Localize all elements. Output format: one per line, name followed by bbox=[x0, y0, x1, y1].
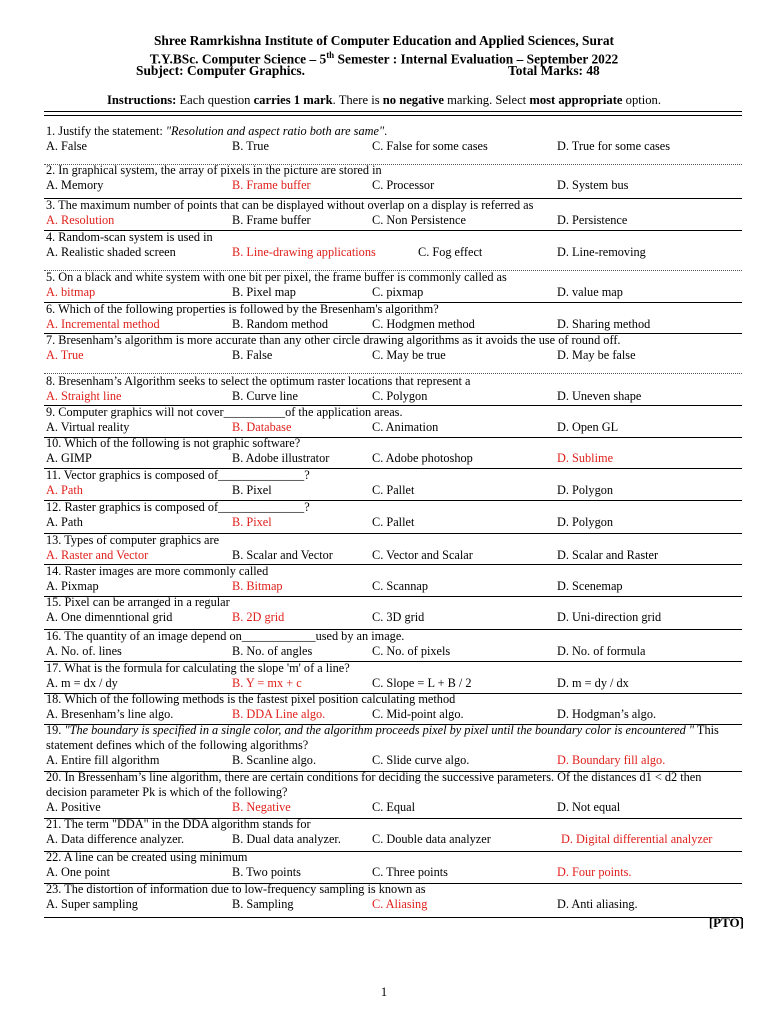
question-text: 13. Types of computer graphics are bbox=[46, 533, 220, 547]
option-b[interactable]: B. Pixel bbox=[232, 483, 272, 497]
option-c[interactable]: C. Mid-point algo. bbox=[372, 707, 464, 721]
option-b[interactable]: B. Scanline algo. bbox=[232, 753, 317, 767]
question-23 bbox=[46, 882, 742, 912]
question-divider bbox=[44, 818, 742, 819]
option-b[interactable]: B. Pixel bbox=[232, 515, 272, 529]
question-6 bbox=[46, 302, 742, 332]
option-a[interactable]: A. Memory bbox=[46, 178, 104, 192]
option-b[interactable]: B. DDA Line algo. bbox=[232, 707, 326, 721]
option-a[interactable]: A. Straight line bbox=[46, 389, 122, 403]
question-divider bbox=[44, 405, 742, 406]
option-d[interactable]: D. Uneven shape bbox=[557, 389, 642, 403]
options-row bbox=[46, 317, 742, 332]
options-row bbox=[46, 644, 742, 659]
option-d[interactable]: D. Hodgman’s algo. bbox=[557, 707, 657, 721]
total-marks: Total Marks: 48 bbox=[508, 63, 600, 78]
option-d[interactable]: D. Line-removing bbox=[557, 245, 646, 259]
question-7 bbox=[46, 333, 742, 363]
options-row bbox=[46, 245, 742, 260]
question-text bbox=[46, 723, 740, 753]
options-row bbox=[46, 865, 742, 880]
question-divider bbox=[44, 851, 742, 852]
question-18 bbox=[46, 692, 742, 722]
option-a[interactable]: A. No. of. lines bbox=[46, 644, 122, 658]
option-c[interactable]: C. False for some cases bbox=[372, 139, 488, 153]
question-quote: "The boundary is specified in a single color, and the algorithm proceeds pixel by pixel until the boundary color is encountered " bbox=[64, 723, 695, 737]
question-text-part: 1. Justify the statement: bbox=[46, 124, 166, 138]
option-b[interactable]: B. Line-drawing applications bbox=[232, 245, 376, 259]
option-d[interactable]: D. No. of formula bbox=[557, 644, 646, 658]
question-text: 5. On a black and white system with one bit per pixel, the frame buffer is commonly called as bbox=[46, 270, 507, 284]
option-c[interactable]: C. Aliasing bbox=[372, 897, 428, 911]
option-c[interactable]: C. Vector and Scalar bbox=[372, 548, 473, 562]
question-text: 14. Raster images are more commonly called bbox=[46, 564, 269, 578]
options-row bbox=[46, 515, 742, 530]
question-text: 17. What is the formula for calculating the slope 'm' of a line? bbox=[46, 661, 350, 675]
option-b[interactable]: B. Frame buffer bbox=[232, 213, 311, 227]
page-number: 1 bbox=[380, 985, 388, 999]
question-16 bbox=[46, 629, 742, 659]
option-c[interactable]: C. Pallet bbox=[372, 483, 415, 497]
question-text: 8. Bresenham’s Algorithm seeks to select the optimum raster locations that represent a bbox=[46, 374, 471, 388]
option-a[interactable]: A. Realistic shaded screen bbox=[46, 245, 176, 259]
question-divider bbox=[44, 661, 742, 662]
course-sup: th bbox=[326, 50, 335, 60]
option-c[interactable]: C. Polygon bbox=[372, 389, 428, 403]
option-a[interactable]: A. GIMP bbox=[46, 451, 92, 465]
question-divider bbox=[44, 437, 742, 438]
option-b[interactable]: B. Dual data analyzer. bbox=[232, 832, 341, 846]
option-b[interactable]: B. Sampling bbox=[232, 897, 294, 911]
options-row bbox=[46, 610, 742, 625]
question-divider bbox=[44, 883, 742, 884]
question-15 bbox=[46, 595, 742, 625]
question-12 bbox=[46, 500, 742, 530]
option-c[interactable]: C. Equal bbox=[372, 800, 416, 814]
options-row bbox=[46, 548, 742, 563]
question-20 bbox=[46, 770, 742, 815]
options-row bbox=[46, 897, 742, 912]
option-c[interactable]: C. Non Persistence bbox=[372, 213, 466, 227]
option-d[interactable]: D. Scalar and Raster bbox=[557, 548, 659, 562]
option-a[interactable]: A. Entire fill algorithm bbox=[46, 753, 160, 767]
option-d[interactable]: D. Four points. bbox=[557, 865, 632, 879]
options-row bbox=[46, 707, 742, 722]
option-b[interactable]: B. Negative bbox=[232, 800, 291, 814]
question-text: 6. Which of the following properties is followed by the Bresenham's algorithm? bbox=[46, 302, 439, 316]
option-c[interactable]: C. Three points bbox=[372, 865, 448, 879]
question-19 bbox=[46, 723, 742, 768]
options-row bbox=[46, 832, 742, 847]
question-text: 11. Vector graphics is composed of______________? bbox=[46, 468, 310, 482]
question-13 bbox=[46, 533, 742, 563]
option-d[interactable]: D. Scenemap bbox=[557, 579, 623, 593]
question-10 bbox=[46, 436, 742, 466]
option-c[interactable]: C. Double data analyzer bbox=[372, 832, 491, 846]
instructions-text-1: Each question bbox=[176, 93, 254, 107]
options-row bbox=[46, 139, 742, 154]
course-prefix: T.Y.BSc. Computer Science – 5 bbox=[149, 51, 327, 67]
question-divider bbox=[44, 230, 742, 231]
instructions-text-2: . There is bbox=[332, 93, 383, 107]
question-divider bbox=[44, 164, 742, 165]
question-5 bbox=[46, 270, 742, 300]
options-row bbox=[46, 348, 742, 363]
option-d[interactable]: D. May be false bbox=[557, 348, 636, 362]
option-d[interactable]: D. Anti aliasing. bbox=[557, 897, 638, 911]
option-b[interactable]: B. Frame buffer bbox=[232, 178, 311, 192]
question-divider bbox=[44, 629, 742, 630]
option-c[interactable]: C. Pallet bbox=[372, 515, 415, 529]
question-21 bbox=[46, 817, 742, 847]
options-row bbox=[46, 676, 742, 691]
option-d[interactable]: D. Not equal bbox=[557, 800, 621, 814]
instructions-label: Instructions: bbox=[107, 93, 177, 107]
option-a[interactable]: A. Virtual reality bbox=[46, 420, 130, 434]
question-3 bbox=[46, 198, 742, 228]
option-a[interactable]: A. Pixmap bbox=[46, 579, 99, 593]
question-4 bbox=[46, 230, 742, 260]
options-row bbox=[46, 451, 742, 466]
option-a[interactable]: A. One dimenntional grid bbox=[46, 610, 173, 624]
instructions bbox=[0, 93, 768, 108]
options-row bbox=[46, 800, 742, 815]
option-a[interactable]: A. Path bbox=[46, 515, 83, 529]
question-2 bbox=[46, 163, 742, 193]
question-9 bbox=[46, 405, 742, 435]
option-c[interactable]: C. Hodgmen method bbox=[372, 317, 475, 331]
question-divider bbox=[44, 724, 742, 725]
option-a[interactable]: A. Incremental method bbox=[46, 317, 160, 331]
question-text: 3. The maximum number of points that can be displayed without overlap on a display is referred as bbox=[46, 198, 534, 212]
option-d[interactable]: D. value map bbox=[557, 285, 623, 299]
option-a[interactable]: A. Positive bbox=[46, 800, 101, 814]
question-divider bbox=[44, 917, 742, 918]
question-divider bbox=[44, 198, 742, 199]
question-text: 16. The quantity of an image depend on____________used by an image. bbox=[46, 629, 405, 643]
option-c[interactable]: C. No. of pixels bbox=[372, 644, 451, 658]
question-text: 4. Random-scan system is used in bbox=[46, 230, 213, 244]
options-row bbox=[46, 753, 742, 768]
option-c[interactable]: C. Fog effect bbox=[418, 245, 483, 259]
option-d[interactable]: D. Sharing method bbox=[557, 317, 651, 331]
option-b[interactable]: B. Bitmap bbox=[232, 579, 283, 593]
option-b[interactable]: B. Adobe illustrator bbox=[232, 451, 330, 465]
question-divider bbox=[44, 771, 742, 772]
question-divider bbox=[44, 373, 742, 374]
option-c[interactable]: C. pixmap bbox=[372, 285, 424, 299]
question-14 bbox=[46, 564, 742, 594]
question-divider bbox=[44, 693, 742, 694]
question-divider bbox=[44, 468, 742, 469]
option-b[interactable]: B. Random method bbox=[232, 317, 328, 331]
question-text: 10. Which of the following is not graphic software? bbox=[46, 436, 301, 450]
question-divider bbox=[44, 564, 742, 565]
option-b[interactable]: B. False bbox=[232, 348, 273, 362]
option-b[interactable]: B. Y = mx + c bbox=[232, 676, 302, 690]
question-text: 9. Computer graphics will not cover__________of the application areas. bbox=[46, 405, 403, 419]
options-row bbox=[46, 285, 742, 300]
option-c[interactable]: C. Adobe photoshop bbox=[372, 451, 473, 465]
option-a[interactable]: A. Resolution bbox=[46, 213, 115, 227]
option-d[interactable]: D. Open GL bbox=[557, 420, 619, 434]
instructions-bold-3: most appropriate bbox=[529, 93, 623, 107]
question-text: 20. In Bressenham’s line algorithm, there are certain conditions for deciding the successive parameters. Of the distances d1 < d2 then decision parameter Pk is which of the following? bbox=[46, 770, 702, 799]
option-b[interactable]: B. No. of angles bbox=[232, 644, 313, 658]
question-text: 22. A line can be created using minimum bbox=[46, 850, 248, 864]
question-8 bbox=[46, 374, 742, 404]
option-d[interactable]: D. System bus bbox=[557, 178, 629, 192]
option-b[interactable]: B. 2D grid bbox=[232, 610, 285, 624]
question-text: 12. Raster graphics is composed of______________? bbox=[46, 500, 310, 514]
option-b[interactable]: B. Pixel map bbox=[232, 285, 296, 299]
options-row bbox=[46, 178, 742, 193]
options-row bbox=[46, 420, 742, 435]
option-a[interactable]: A. m = dx / dy bbox=[46, 676, 118, 690]
option-c[interactable]: C. Animation bbox=[372, 420, 439, 434]
question-text bbox=[46, 124, 742, 139]
question-text: 15. Pixel can be arranged in a regular bbox=[46, 595, 230, 609]
question-17 bbox=[46, 661, 742, 691]
option-c[interactable]: C. Scannap bbox=[372, 579, 429, 593]
option-d[interactable]: D. Polygon bbox=[557, 515, 614, 529]
option-a[interactable]: A. Super sampling bbox=[46, 897, 138, 911]
option-b[interactable]: B. Curve line bbox=[232, 389, 298, 403]
instructions-divider bbox=[44, 111, 742, 116]
option-c[interactable]: C. Slope = L + B / 2 bbox=[372, 676, 472, 690]
option-c[interactable]: C. Processor bbox=[372, 178, 435, 192]
question-divider bbox=[44, 533, 742, 534]
option-a[interactable]: A. Path bbox=[46, 483, 83, 497]
question-text: 18. Which of the following methods is the fastest pixel position calculating method bbox=[46, 692, 456, 706]
instructions-bold-1: carries 1 mark bbox=[253, 93, 333, 107]
options-row bbox=[46, 579, 742, 594]
option-d[interactable]: D. Persistence bbox=[557, 213, 628, 227]
question-quote: "Resolution and aspect ratio both are same" bbox=[165, 124, 385, 138]
option-b[interactable]: B. True bbox=[232, 139, 269, 153]
option-d[interactable]: D. Uni-direction grid bbox=[557, 610, 662, 624]
course-suffix: Semester : Internal Evaluation – September 2022 bbox=[334, 51, 619, 67]
question-text: 21. The term "DDA" in the DDA algorithm stands for bbox=[46, 817, 311, 831]
option-a[interactable]: A. bitmap bbox=[46, 285, 96, 299]
option-c[interactable]: C. Slide curve algo. bbox=[372, 753, 470, 767]
question-text-part: . bbox=[384, 124, 388, 138]
question-text: 2. In graphical system, the array of pixels in the picture are stored in bbox=[46, 163, 382, 177]
question-22 bbox=[46, 850, 742, 880]
option-d[interactable]: D. m = dy / dx bbox=[557, 676, 629, 690]
option-c[interactable]: C. May be true bbox=[372, 348, 446, 362]
option-d[interactable]: D. True for some cases bbox=[557, 139, 671, 153]
option-a[interactable]: A. False bbox=[46, 139, 87, 153]
option-a[interactable]: A. Data difference analyzer. bbox=[46, 832, 185, 846]
options-row bbox=[46, 483, 742, 498]
instructions-text-4: option. bbox=[622, 93, 661, 107]
options-row bbox=[46, 213, 742, 228]
question-divider bbox=[44, 333, 742, 334]
course-line bbox=[0, 48, 768, 66]
question-11 bbox=[46, 468, 742, 498]
question-text-part: This statement defines which of the following algorithms? bbox=[46, 723, 719, 752]
instructions-text-3: marking. Select bbox=[443, 93, 530, 107]
option-b[interactable]: B. Scalar and Vector bbox=[232, 548, 333, 562]
instructions-bold-2: no negative bbox=[382, 93, 444, 107]
question-divider bbox=[44, 500, 742, 501]
option-d[interactable]: D. Sublime bbox=[557, 451, 614, 465]
question-1 bbox=[46, 124, 742, 154]
option-d[interactable]: D. Boundary fill algo. bbox=[557, 753, 666, 767]
question-text-part: 19. bbox=[46, 723, 65, 737]
option-a[interactable]: A. Bresenham’s line algo. bbox=[46, 707, 174, 721]
option-a[interactable]: A. True bbox=[46, 348, 84, 362]
question-text: 7. Bresenham’s algorithm is more accurate than any other circle drawing algorithms as it avoids the use of round off. bbox=[46, 333, 621, 347]
question-divider bbox=[44, 270, 742, 271]
option-d[interactable]: D. Polygon bbox=[557, 483, 614, 497]
option-a[interactable]: A. Raster and Vector bbox=[46, 548, 149, 562]
option-b[interactable]: B. Two points bbox=[232, 865, 301, 879]
question-text: 23. The distortion of information due to low-frequency sampling is known as bbox=[46, 882, 426, 896]
subject: Subject: Computer Graphics. bbox=[136, 63, 305, 78]
options-row bbox=[46, 389, 742, 404]
question-divider bbox=[44, 596, 742, 597]
option-d[interactable]: D. Digital differential analyzer bbox=[561, 832, 713, 846]
option-a[interactable]: A. One point bbox=[46, 865, 110, 879]
question-divider bbox=[44, 302, 742, 303]
option-c[interactable]: C. 3D grid bbox=[372, 610, 425, 624]
option-b[interactable]: B. Database bbox=[232, 420, 292, 434]
institute-title: Shree Ramrkishna Institute of Computer Education and Applied Sciences, Surat bbox=[153, 33, 615, 48]
pto-label: [PTO] bbox=[708, 915, 744, 930]
